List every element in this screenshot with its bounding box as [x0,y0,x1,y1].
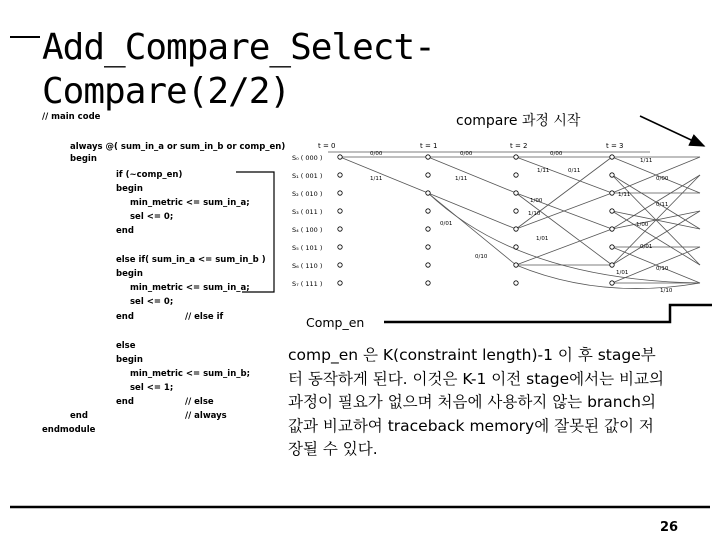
branch-label: 0/01 [440,221,453,227]
time-label: t = 3 [606,142,624,150]
code-line: end [70,411,88,421]
code-line: end [116,397,134,407]
code-line: end [116,312,134,322]
code-line: min_metric <= sum_in_b; [130,369,250,379]
state-label: S₄ ( 100 ) [292,226,323,234]
time-label: t = 2 [510,142,528,150]
trellis-nodes [338,155,614,285]
branch-label: 0/00 [656,176,669,182]
code-comment: // else if [185,312,224,322]
comp-en-label: Comp_en [306,315,365,330]
state-label: S₃ ( 011 ) [292,208,323,216]
body-paragraph: comp_en 은 K(constraint length)-1 이 후 stage부터 동작하게 된다. 이것은 K-1 이전 stage에서는 비교의 과정이 필요가 없으며 처음에 사용하지 않는 branch의 값과 비교하여 traceback memory에 잘못된 값이 저장될 수 있다. [288,346,664,458]
code-line: sel <= 0; [130,297,174,307]
state-label: S₂ ( 010 ) [292,190,323,198]
branch-label: 1/01 [616,270,629,276]
time-label: t = 1 [420,142,438,150]
branch-label: 0/10 [475,254,488,260]
code-line: begin [116,355,143,365]
code-line: sel <= 1; [130,383,174,393]
code-header: // main code [42,112,101,122]
code-line: else [116,341,136,351]
branch-label: 0/01 [640,244,653,250]
branch-label: 1/10 [660,288,673,294]
branch-label: 1/11 [370,176,383,182]
state-label: S₁ ( 001 ) [292,172,323,180]
code-line: endmodule [42,425,96,435]
code-comment: // else [185,397,214,407]
branch-label: 0/00 [370,151,383,157]
state-label: S₆ ( 110 ) [292,262,323,270]
code-line: if (~comp_en) [116,170,183,180]
state-label: S₀ ( 000 ) [292,154,323,162]
code-line: else if( sum_in_a <= sum_in_b ) [116,255,266,265]
branch-label: 1/00 [636,222,649,228]
code-line: begin [116,269,143,279]
branch-label: 0/10 [656,266,669,272]
title-line-1: Add_Compare_Select- [42,27,435,68]
page-number: 26 [660,520,679,535]
comp-en-waveform [384,305,712,322]
branch-label: 1/00 [530,198,543,204]
compare-arrow [640,116,704,146]
branch-label: 1/11 [455,176,468,182]
branch-label: 1/11 [618,192,631,198]
code-line: begin [70,154,97,164]
code-line: min_metric <= sum_in_a; [130,283,250,293]
branch-label: 0/00 [460,151,473,157]
code-line: always @( sum_in_a or sum_in_b or comp_en) [70,142,286,152]
time-label: t = 0 [318,142,336,150]
title-line-2: Compare(2/2) [42,71,291,112]
branch-label: 0/00 [550,151,563,157]
code-line: begin [116,184,143,194]
branch-label: 1/10 [528,211,541,217]
code-line: end [116,226,134,236]
branch-label: 0/11 [656,202,669,208]
state-label: S₇ ( 111 ) [292,280,323,288]
branch-label: 1/11 [640,158,653,164]
branch-label: 1/11 [537,168,550,174]
compare-annotation: compare 과정 시작 [456,113,581,129]
branch-label: 1/01 [536,236,549,242]
code-line: min_metric <= sum_in_a; [130,198,250,208]
code-line: sel <= 0; [130,212,174,222]
branch-label: 0/11 [568,168,581,174]
state-label: S₅ ( 101 ) [292,244,323,252]
code-comment: // always [185,411,227,421]
